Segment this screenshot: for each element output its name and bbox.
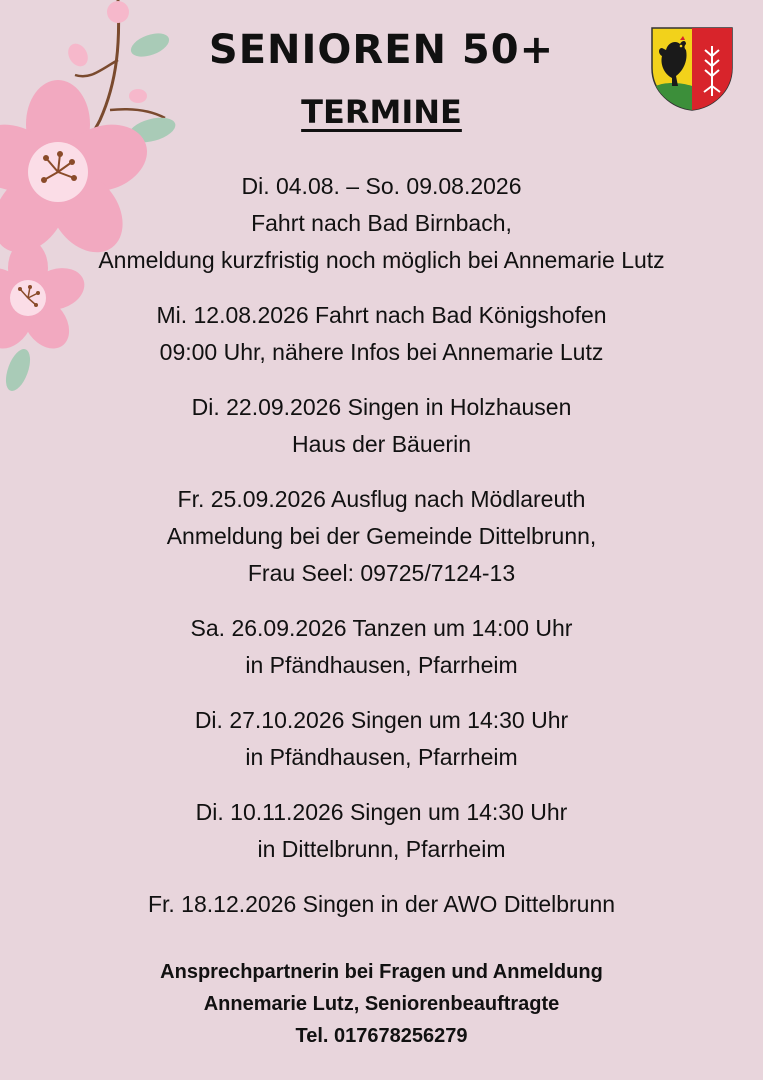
event-item [60, 168, 703, 279]
event-line: Di. 27.10.2026 Singen um 14:30 Uhr [194, 707, 569, 733]
event-item [60, 702, 703, 776]
contact-phone: Tel. 017678256279 [295, 1025, 468, 1047]
event-line: Haus der Bäuerin [292, 431, 471, 457]
event-item [60, 297, 703, 371]
event-line: Frau Seel: 09725/7124-13 [247, 560, 516, 586]
event-item [60, 389, 703, 463]
event-line: Mi. 12.08.2026 Fahrt nach Bad Königshofen [156, 302, 607, 328]
page-subtitle [0, 90, 763, 134]
event-line: Fr. 18.12.2026 Singen in der AWO Dittelbrunn [147, 891, 616, 917]
event-list [60, 168, 703, 941]
event-line: Anmeldung kurzfristig noch möglich bei Annemarie Lutz [98, 247, 665, 273]
event-line: Di. 04.08. – So. 09.08.2026 [241, 173, 522, 199]
page-title: SENIOREN 50+ [208, 27, 555, 73]
event-line: Di. 10.11.2026 Singen um 14:30 Uhr [195, 799, 568, 825]
contact-name: Annemarie Lutz, Seniorenbeauftragte [203, 993, 560, 1015]
subtitle-text: TERMINE [301, 93, 462, 131]
event-line: in Dittelbrunn, Pfarrheim [257, 836, 506, 862]
contact-heading: Ansprechpartnerin bei Fragen und Anmeldung [160, 961, 603, 983]
event-item [60, 886, 703, 923]
event-line: Fr. 25.09.2026 Ausflug nach Mödlareuth [177, 486, 586, 512]
event-line: Di. 22.09.2026 Singen in Holzhausen [191, 394, 572, 420]
event-item [60, 481, 703, 592]
event-line: Fahrt nach Bad Birnbach, [251, 210, 512, 236]
event-item [60, 610, 703, 684]
contact-block [0, 956, 763, 1052]
event-line: in Pfändhausen, Pfarrheim [245, 652, 518, 678]
event-line: in Pfändhausen, Pfarrheim [245, 744, 518, 770]
event-line: Sa. 26.09.2026 Tanzen um 14:00 Uhr [190, 615, 573, 641]
event-line: 09:00 Uhr, nähere Infos bei Annemarie Lutz [159, 339, 604, 365]
event-line: Anmeldung bei der Gemeinde Dittelbrunn, [166, 523, 597, 549]
event-item [60, 794, 703, 868]
